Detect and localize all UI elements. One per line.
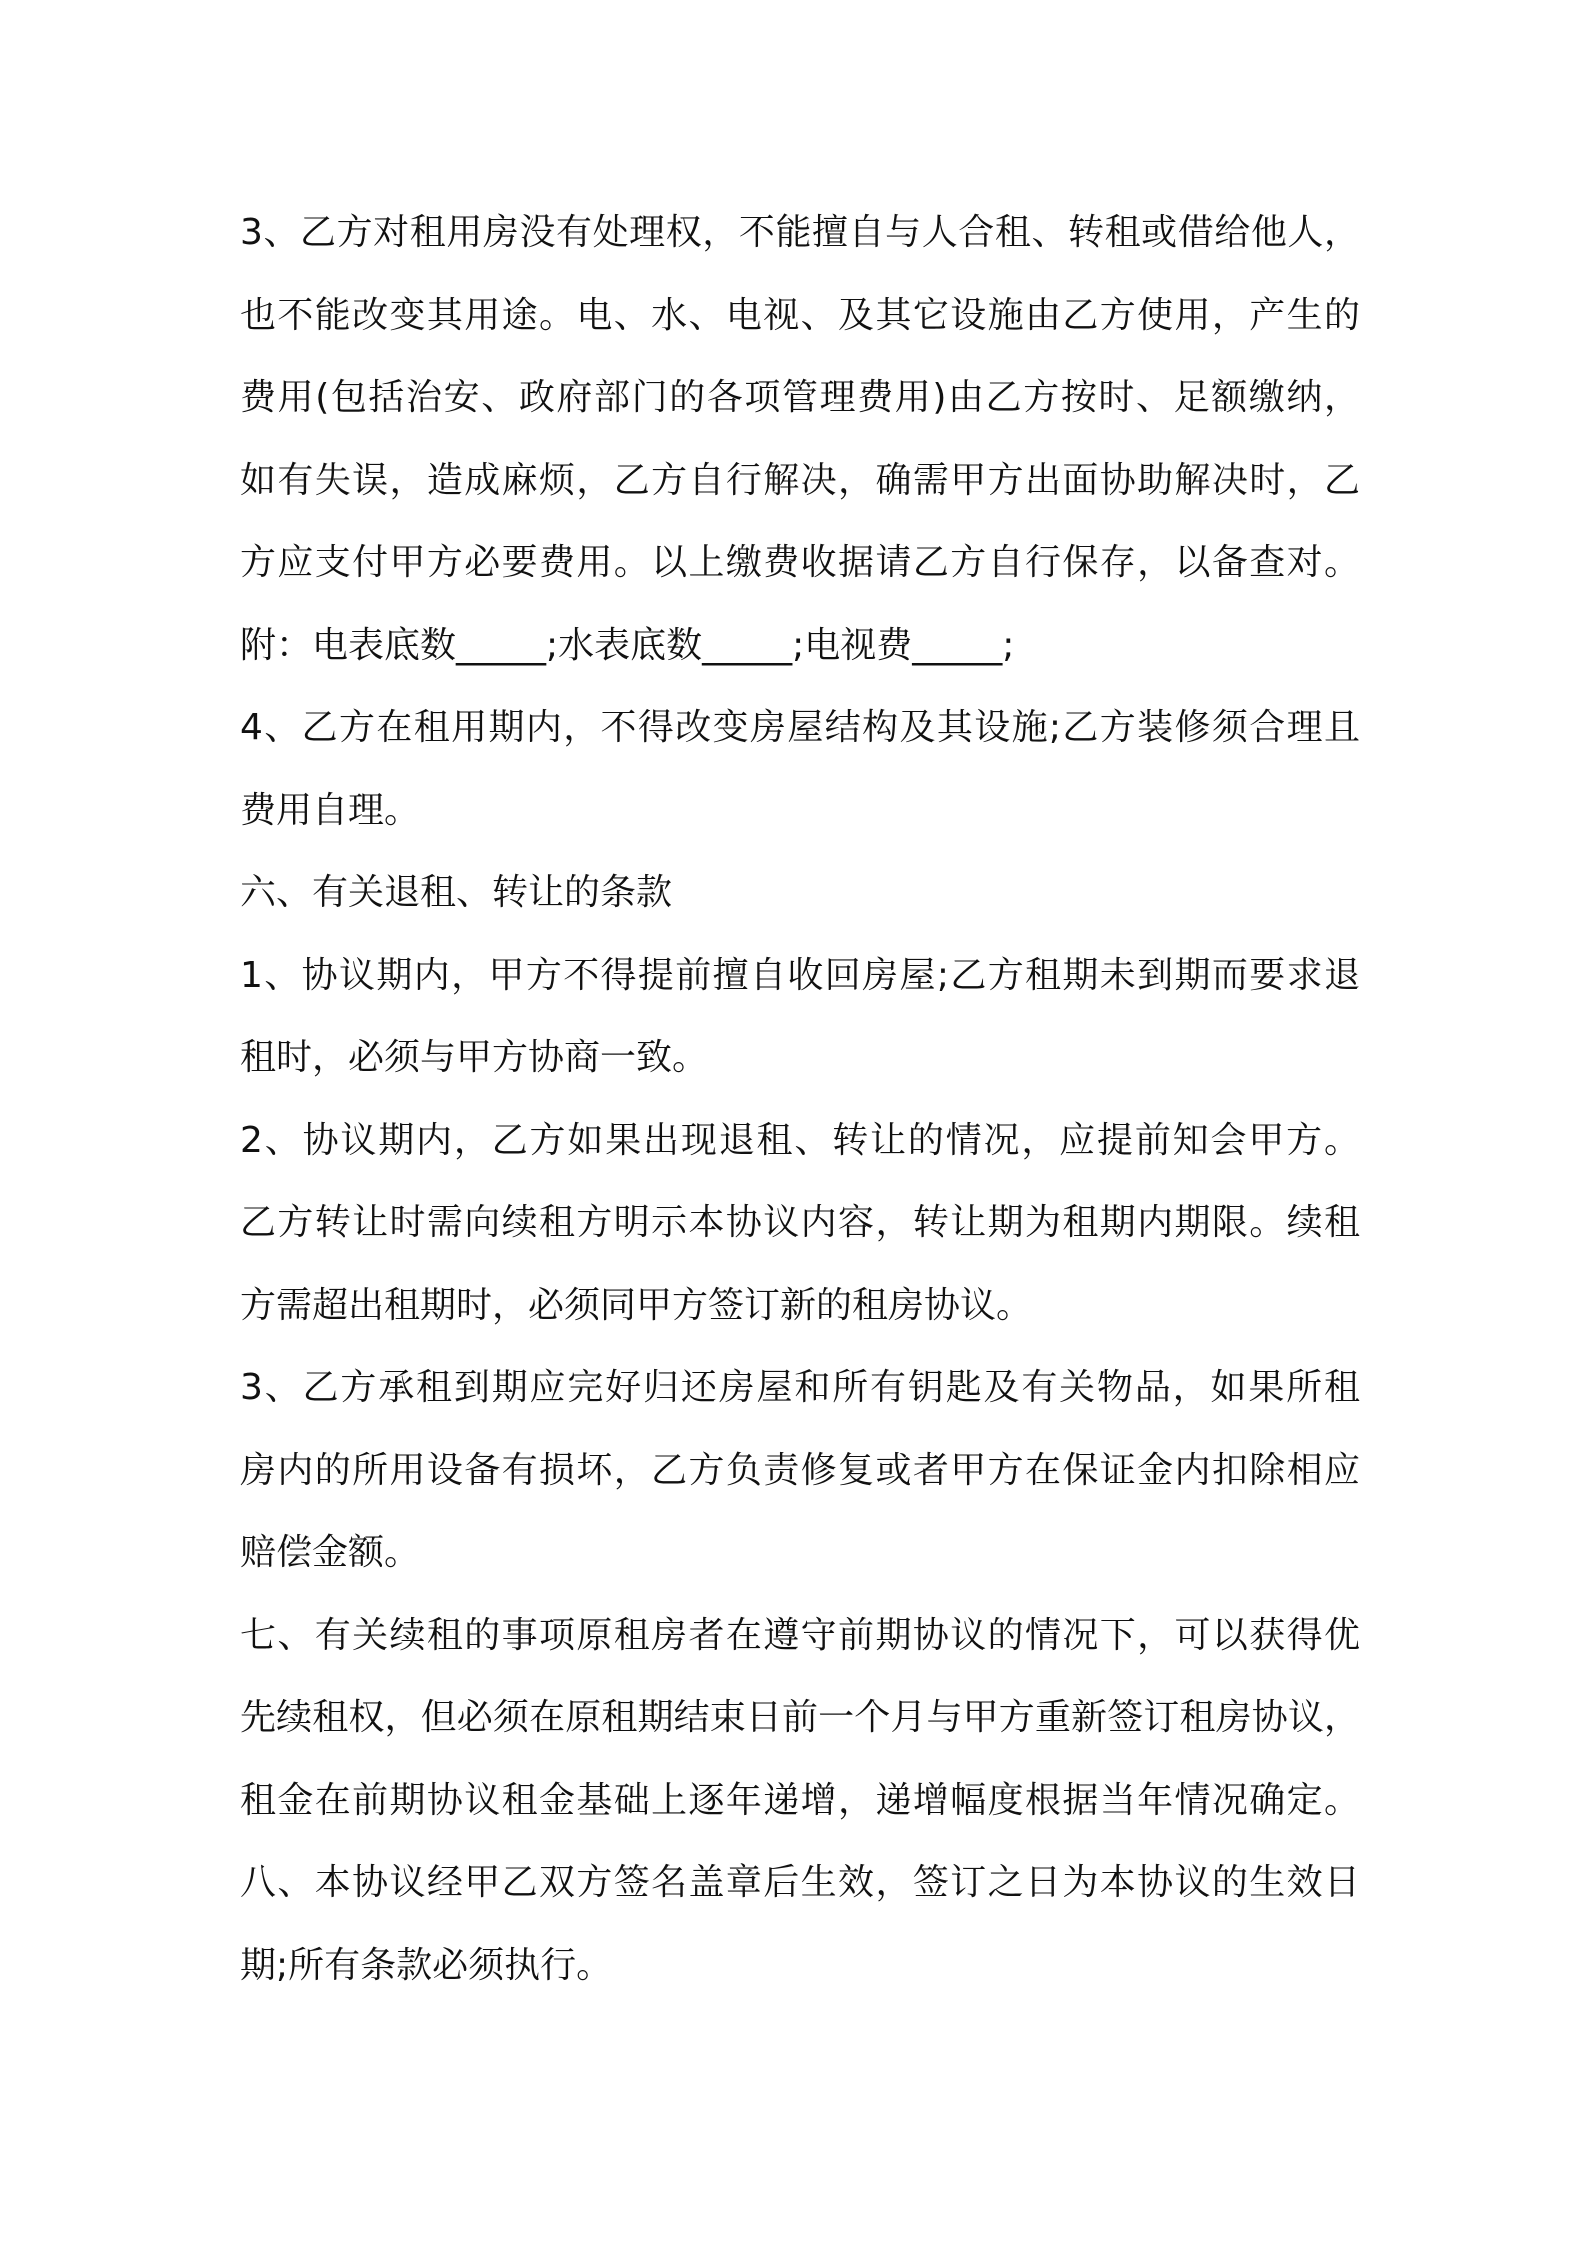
text-line-clause-4-part-2: 费用自理。 <box>240 789 421 831</box>
text-line-clause-3-part-2: 也不能改变其用途。电、水、电视、及其它设施由乙方使用，产生的 <box>240 294 1360 336</box>
text-line-six-2-part-1: 2、协议期内，乙方如果出现退租、转让的情况，应提前知会甲方。 <box>240 1119 1360 1161</box>
text-line-clause-3-part-1: 3、乙方对租用房没有处理权，不能擅自与人合租、转租或借给他人， <box>240 212 1360 253</box>
text-line-clause-3-part-4: 如有失误，造成麻烦，乙方自行解决，确需甲方出面协助解决时，乙 <box>240 459 1360 501</box>
text-line-seven-part-3: 租金在前期协议租金基础上逐年递增，递增幅度根据当年情况确定。 <box>240 1779 1360 1821</box>
text-line-clause-3-part-5: 方应支付甲方必要费用。以上缴费收据请乙方自行保存，以备查对。 <box>240 542 1360 583</box>
text-line-six-1-part-1: 1、协议期内，甲方不得提前擅自收回房屋;乙方租期未到期而要求退 <box>240 954 1360 996</box>
text-line-six-3-part-1: 3、乙方承租到期应完好归还房屋和所有钥匙及有关物品，如果所租 <box>240 1367 1360 1408</box>
contract-text-body <box>240 192 1360 2007</box>
text-line-meter-readings: 附：电表底数_____;水表底数_____;电视费_____; <box>240 624 1015 666</box>
text-line-seven-part-2: 先续租权，但必须在原租期结束日前一个月与甲方重新签订租房协议， <box>240 1697 1360 1738</box>
text-line-clause-3-part-3: 费用(包括治安、政府部门的各项管理费用)由乙方按时、足额缴纳， <box>240 377 1360 418</box>
text-line-six-1-part-2: 租时，必须与甲方协商一致。 <box>240 1037 709 1078</box>
text-line-six-2-part-2: 乙方转让时需向续租方明示本协议内容，转让期为租期内期限。续租 <box>240 1202 1360 1243</box>
section-heading-six: 六、有关退租、转让的条款 <box>240 872 673 913</box>
text-line-six-3-part-2: 房内的所用设备有损坏，乙方负责修复或者甲方在保证金内扣除相应 <box>240 1449 1360 1491</box>
text-line-six-2-part-3: 方需超出租期时，必须同甲方签订新的租房协议。 <box>240 1284 1033 1326</box>
text-line-eight-part-1: 八、本协议经甲乙双方签名盖章后生效，签订之日为本协议的生效日 <box>240 1862 1360 1903</box>
text-line-six-3-part-3: 赔偿金额。 <box>240 1532 421 1573</box>
text-line-eight-part-2: 期;所有条款必须执行。 <box>240 1944 613 1986</box>
text-line-clause-4-part-1: 4、乙方在租用期内，不得改变房屋结构及其设施;乙方装修须合理且 <box>240 707 1360 748</box>
text-line-seven-part-1: 七、有关续租的事项原租房者在遵守前期协议的情况下，可以获得优 <box>240 1614 1360 1656</box>
